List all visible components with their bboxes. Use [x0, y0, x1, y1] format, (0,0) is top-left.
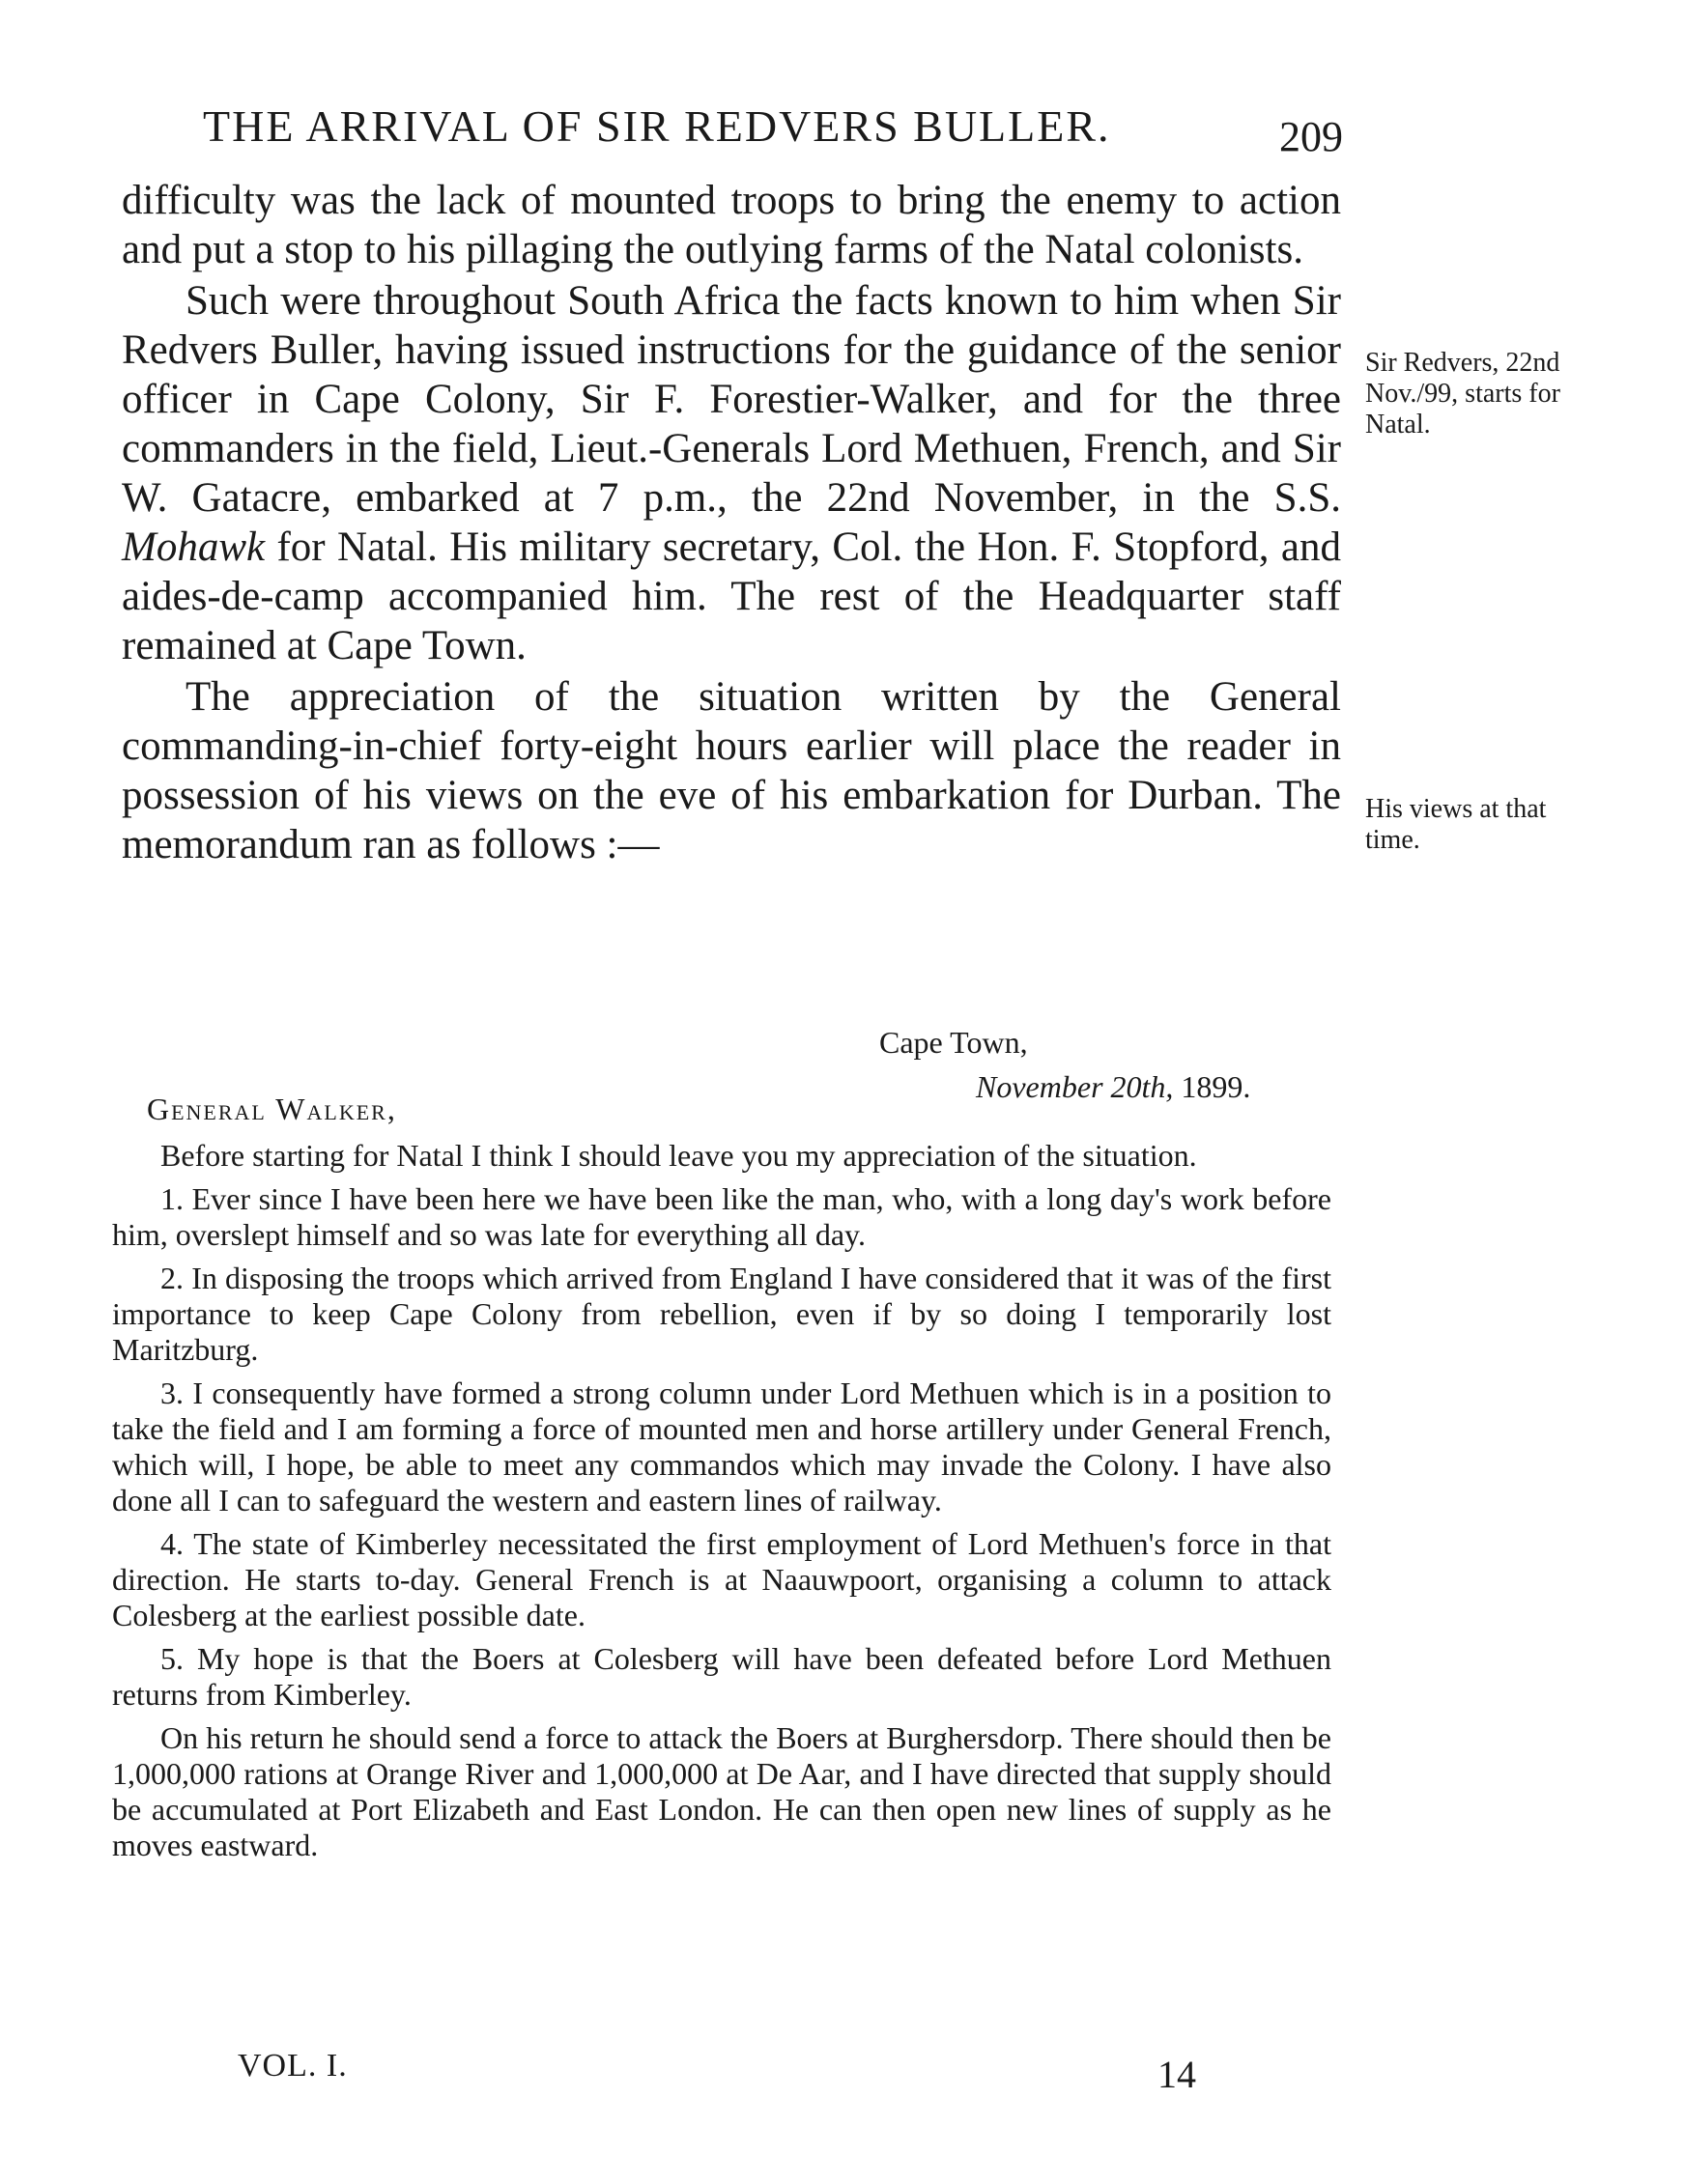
- memo-intro: Before starting for Natal I think I should leave you my appreciation of the situation.: [160, 1138, 1197, 1173]
- margin-note-departure: Sir Redvers, 22nd Nov./99, starts for Natal.: [1365, 348, 1560, 440]
- ship-name: Mohawk: [122, 525, 266, 570]
- memo-item-4: 4. The state of Kimberley necessitated the first employment of Lord Methuen's force in that direction. He starts to-day. General French is at Naauwpoort, organising a column to attack Colesberg at the earliest possible date.: [112, 1526, 1331, 1632]
- signature-number: 14: [1157, 2053, 1196, 2096]
- page-number: 209: [1279, 113, 1343, 160]
- paragraph-appreciation: The appreciation of the situation written by the General commanding-in-chief forty-eight hours earlier will place the reader in possession of his views on the eve of his embarkation for Durban. The memorandum ran as follows :—: [122, 674, 1341, 867]
- memo-date-month: November 20th,: [976, 1069, 1174, 1104]
- memo-item-5: 5. My hope is that the Boers at Colesberg will have been defeated before Lord Methuen returns from Kimberley.: [112, 1641, 1331, 1712]
- volume-mark: VOL. I.: [238, 2048, 348, 2084]
- main-text: [122, 176, 1341, 869]
- margin-note-views: His views at that time.: [1365, 794, 1547, 855]
- memo-place: Cape Town,: [879, 1025, 1028, 1060]
- paragraph-text-b: for Natal. His military secretary, Col. the Hon. F. Stopford, and aides-de-camp accompanied him. The rest of the Headquarter staff remained at Cape Town.: [122, 525, 1341, 668]
- memo-item-6: On his return he should send a force to attack the Boers at Burghersdorp. There should then be 1,000,000 rations at Orange River and 1,000,000 at De Aar, and I have directed that supply should be accumulated at Port Elizabeth and East London. He can then open new lines of supply as he moves eastward.: [112, 1720, 1331, 1862]
- memo-date-year: 1899.: [1181, 1069, 1251, 1104]
- memo-salutation: General Walker,: [147, 1092, 397, 1126]
- memo-item-2: 2. In disposing the troops which arrived from England I have considered that it was of the first importance to keep Cape Colony from rebellion, even if by so doing I temporarily lost Maritzburg.: [112, 1261, 1331, 1367]
- memorandum-body: [112, 1138, 1331, 1871]
- memo-item-3: 3. I consequently have formed a strong column under Lord Methuen which is in a position to take the field and I am forming a force of mounted men and horse artillery under General French, which will, I hope, be able to meet any commandos which may invade the Colony. I have also done all I can to safeguard the western and eastern lines of railway.: [112, 1376, 1331, 1517]
- paragraph-buller-departure: [122, 276, 1341, 670]
- paragraph-continued: difficulty was the lack of mounted troops to bring the enemy to action and put a stop to his pillaging the outlying farms of the Natal colonists.: [122, 178, 1341, 272]
- memo-date: [976, 1066, 1250, 1107]
- chapter-title: THE ARRIVAL OF SIR REDVERS BULLER.: [203, 101, 1111, 151]
- memo-item-1: 1. Ever since I have been here we have been like the man, who, with a long day's work before him, overslept himself and so was late for everything all day.: [112, 1181, 1331, 1252]
- paragraph-text-a: Such were throughout South Africa the facts known to him when Sir Redvers Buller, having issued instructions for the guidance of the senior officer in Cape Colony, Sir F. Forestier-Walker, and for the three commanders in the field, Lieut.-Generals Lord Methuen, French, and Sir W. Gatacre, embarked at 7 p.m., the 22nd November, in the S.S.: [122, 278, 1341, 521]
